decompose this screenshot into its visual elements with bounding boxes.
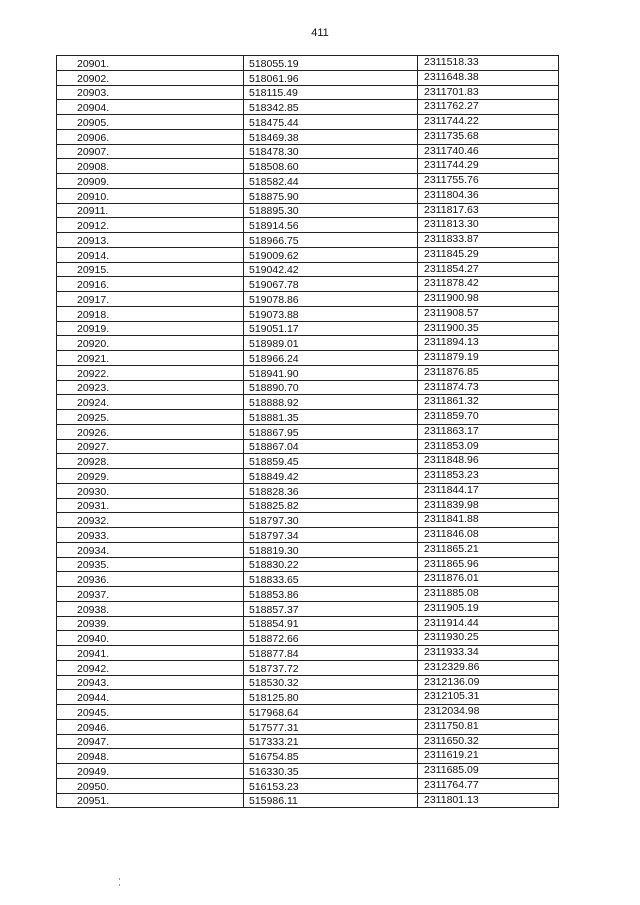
table-row [57,483,559,498]
y-coordinate-cell: 2311744.22 [418,115,559,130]
table-row [57,764,559,779]
y-coordinate-cell: 2311801.13 [418,793,559,808]
x-coordinate-cell: 518853.86 [244,587,418,602]
y-coordinate-cell: 2311859.70 [418,410,559,425]
table-row [57,144,559,159]
table-row [57,321,559,336]
table-row [57,336,559,351]
y-coordinate-cell: 2311744.29 [418,159,559,174]
point-number-cell: 20944. [57,690,244,705]
table-row [57,572,559,587]
x-coordinate-cell: 518819.30 [244,542,418,557]
point-number-cell: 20937. [57,587,244,602]
y-coordinate-cell: 2311839.98 [418,498,559,513]
x-coordinate-cell: 518833.65 [244,572,418,587]
table-row [57,690,559,705]
y-coordinate-cell: 2311930.25 [418,631,559,646]
y-coordinate-cell: 2311879.19 [418,351,559,366]
table-row [57,719,559,734]
table-row [57,513,559,528]
point-number-cell: 20938. [57,601,244,616]
table-row [57,705,559,720]
point-number-cell: 20942. [57,660,244,675]
point-number-cell: 20918. [57,306,244,321]
x-coordinate-cell: 518966.24 [244,351,418,366]
coordinate-table [56,55,559,808]
point-number-cell: 20933. [57,528,244,543]
x-coordinate-cell: 519051.17 [244,321,418,336]
x-coordinate-cell: 516754.85 [244,749,418,764]
y-coordinate-cell: 2311735.68 [418,129,559,144]
table-row [57,277,559,292]
point-number-cell: 20924. [57,395,244,410]
y-coordinate-cell: 2311876.01 [418,572,559,587]
x-coordinate-cell: 519009.62 [244,247,418,262]
x-coordinate-cell: 517333.21 [244,734,418,749]
y-coordinate-cell: 2312329.86 [418,660,559,675]
table-row [57,203,559,218]
x-coordinate-cell: 518825.82 [244,498,418,513]
point-number-cell: 20925. [57,410,244,425]
table-row [57,365,559,380]
table-row [57,262,559,277]
x-coordinate-cell: 518867.04 [244,439,418,454]
x-coordinate-cell: 518877.84 [244,646,418,661]
x-coordinate-cell: 518125.80 [244,690,418,705]
scan-speck [119,884,120,886]
point-number-cell: 20903. [57,85,244,100]
y-coordinate-cell: 2311914.44 [418,616,559,631]
y-coordinate-cell: 2311817.63 [418,203,559,218]
table-row [57,351,559,366]
point-number-cell: 20929. [57,469,244,484]
y-coordinate-cell: 2312105.31 [418,690,559,705]
point-number-cell: 20905. [57,115,244,130]
table-row [57,380,559,395]
point-number-cell: 20941. [57,646,244,661]
y-coordinate-cell: 2311764.77 [418,778,559,793]
point-number-cell: 20902. [57,70,244,85]
point-number-cell: 20940. [57,631,244,646]
x-coordinate-cell: 516330.35 [244,764,418,779]
x-coordinate-cell: 518797.30 [244,513,418,528]
y-coordinate-cell: 2311648.38 [418,70,559,85]
table-row [57,528,559,543]
point-number-cell: 20945. [57,705,244,720]
table-row [57,129,559,144]
table-row [57,454,559,469]
y-coordinate-cell: 2311750.81 [418,719,559,734]
point-number-cell: 20919. [57,321,244,336]
table-row [57,292,559,307]
x-coordinate-cell: 518890.70 [244,380,418,395]
x-coordinate-cell: 515986.11 [244,793,418,808]
y-coordinate-cell: 2311740.46 [418,144,559,159]
point-number-cell: 20936. [57,572,244,587]
point-number-cell: 20927. [57,439,244,454]
point-number-cell: 20939. [57,616,244,631]
point-number-cell: 20926. [57,424,244,439]
table-row [57,306,559,321]
table-row [57,587,559,602]
y-coordinate-cell: 2311844.17 [418,483,559,498]
scan-speck [119,878,120,880]
point-number-cell: 20914. [57,247,244,262]
x-coordinate-cell: 518478.30 [244,144,418,159]
point-number-cell: 20950. [57,778,244,793]
y-coordinate-cell: 2311854.27 [418,262,559,277]
y-coordinate-cell: 2311518.33 [418,56,559,71]
point-number-cell: 20951. [57,793,244,808]
point-number-cell: 20947. [57,734,244,749]
x-coordinate-cell: 518475.44 [244,115,418,130]
y-coordinate-cell: 2311813.30 [418,218,559,233]
point-number-cell: 20916. [57,277,244,292]
point-number-cell: 20928. [57,454,244,469]
table-row [57,631,559,646]
y-coordinate-cell: 2311900.98 [418,292,559,307]
x-coordinate-cell: 518055.19 [244,56,418,71]
x-coordinate-cell: 518469.38 [244,129,418,144]
point-number-cell: 20907. [57,144,244,159]
x-coordinate-cell: 517968.64 [244,705,418,720]
x-coordinate-cell: 518115.49 [244,85,418,100]
y-coordinate-cell: 2311905.19 [418,601,559,616]
table-row [57,218,559,233]
point-number-cell: 20917. [57,292,244,307]
y-coordinate-cell: 2311619.21 [418,749,559,764]
x-coordinate-cell: 518508.60 [244,159,418,174]
x-coordinate-cell: 518857.37 [244,601,418,616]
point-number-cell: 20911. [57,203,244,218]
x-coordinate-cell: 517577.31 [244,719,418,734]
x-coordinate-cell: 518797.34 [244,528,418,543]
table-row [57,439,559,454]
table-row [57,174,559,189]
y-coordinate-cell: 2311874.73 [418,380,559,395]
point-number-cell: 20948. [57,749,244,764]
point-number-cell: 20909. [57,174,244,189]
table-row [57,233,559,248]
x-coordinate-cell: 518582.44 [244,174,418,189]
x-coordinate-cell: 518867.95 [244,424,418,439]
x-coordinate-cell: 518881.35 [244,410,418,425]
table-row [57,793,559,808]
x-coordinate-cell: 518872.66 [244,631,418,646]
y-coordinate-cell: 2311848.96 [418,454,559,469]
y-coordinate-cell: 2311833.87 [418,233,559,248]
table-row [57,469,559,484]
x-coordinate-cell: 518061.96 [244,70,418,85]
x-coordinate-cell: 518830.22 [244,557,418,572]
point-number-cell: 20906. [57,129,244,144]
y-coordinate-cell: 2311878.42 [418,277,559,292]
x-coordinate-cell: 518989.01 [244,336,418,351]
y-coordinate-cell: 2312136.09 [418,675,559,690]
table-row [57,616,559,631]
table-row [57,749,559,764]
table-row [57,159,559,174]
x-coordinate-cell: 518895.30 [244,203,418,218]
table-row [57,85,559,100]
x-coordinate-cell: 518342.85 [244,100,418,115]
table-row [57,646,559,661]
table-row [57,410,559,425]
x-coordinate-cell: 518941.90 [244,365,418,380]
table-row [57,734,559,749]
x-coordinate-cell: 518966.75 [244,233,418,248]
point-number-cell: 20923. [57,380,244,395]
y-coordinate-cell: 2311755.76 [418,174,559,189]
table-row [57,601,559,616]
x-coordinate-cell: 518737.72 [244,660,418,675]
x-coordinate-cell: 518828.36 [244,483,418,498]
point-number-cell: 20931. [57,498,244,513]
y-coordinate-cell: 2311894.13 [418,336,559,351]
x-coordinate-cell: 519067.78 [244,277,418,292]
table-row [57,56,559,71]
table-row [57,557,559,572]
y-coordinate-cell: 2311650.32 [418,734,559,749]
table-row [57,778,559,793]
y-coordinate-cell: 2311804.36 [418,188,559,203]
y-coordinate-cell: 2311908.57 [418,306,559,321]
table-body [57,56,559,808]
x-coordinate-cell: 518914.56 [244,218,418,233]
table-row [57,100,559,115]
y-coordinate-cell: 2311701.83 [418,85,559,100]
table-row [57,247,559,262]
point-number-cell: 20915. [57,262,244,277]
point-number-cell: 20934. [57,542,244,557]
table-row [57,498,559,513]
table-row [57,188,559,203]
point-number-cell: 20920. [57,336,244,351]
table-row [57,115,559,130]
point-number-cell: 20949. [57,764,244,779]
y-coordinate-cell: 2311885.08 [418,587,559,602]
x-coordinate-cell: 519073.88 [244,306,418,321]
x-coordinate-cell: 518888.92 [244,395,418,410]
point-number-cell: 20913. [57,233,244,248]
point-number-cell: 20946. [57,719,244,734]
table-row [57,70,559,85]
table-row [57,424,559,439]
point-number-cell: 20901. [57,56,244,71]
y-coordinate-cell: 2311865.96 [418,557,559,572]
point-number-cell: 20922. [57,365,244,380]
table-row [57,660,559,675]
x-coordinate-cell: 516153.23 [244,778,418,793]
x-coordinate-cell: 518854.91 [244,616,418,631]
point-number-cell: 20908. [57,159,244,174]
point-number-cell: 20930. [57,483,244,498]
point-number-cell: 20912. [57,218,244,233]
y-coordinate-cell: 2311900.35 [418,321,559,336]
y-coordinate-cell: 2311876.85 [418,365,559,380]
y-coordinate-cell: 2311762.27 [418,100,559,115]
table-row [57,542,559,557]
y-coordinate-cell: 2311845.29 [418,247,559,262]
y-coordinate-cell: 2311846.08 [418,528,559,543]
y-coordinate-cell: 2311865.21 [418,542,559,557]
x-coordinate-cell: 519042.42 [244,262,418,277]
y-coordinate-cell: 2311863.17 [418,424,559,439]
x-coordinate-cell: 519078.86 [244,292,418,307]
y-coordinate-cell: 2311685.09 [418,764,559,779]
x-coordinate-cell: 518530.32 [244,675,418,690]
point-number-cell: 20943. [57,675,244,690]
x-coordinate-cell: 518849.42 [244,469,418,484]
y-coordinate-cell: 2311841.88 [418,513,559,528]
y-coordinate-cell: 2311861.32 [418,395,559,410]
page-number: 411 [311,27,329,39]
table-row [57,675,559,690]
point-number-cell: 20935. [57,557,244,572]
point-number-cell: 20932. [57,513,244,528]
table-row [57,395,559,410]
y-coordinate-cell: 2311853.09 [418,439,559,454]
x-coordinate-cell: 518859.45 [244,454,418,469]
x-coordinate-cell: 518875.90 [244,188,418,203]
y-coordinate-cell: 2311933.34 [418,646,559,661]
y-coordinate-cell: 2311853.23 [418,469,559,484]
y-coordinate-cell: 2312034.98 [418,705,559,720]
point-number-cell: 20904. [57,100,244,115]
point-number-cell: 20910. [57,188,244,203]
point-number-cell: 20921. [57,351,244,366]
